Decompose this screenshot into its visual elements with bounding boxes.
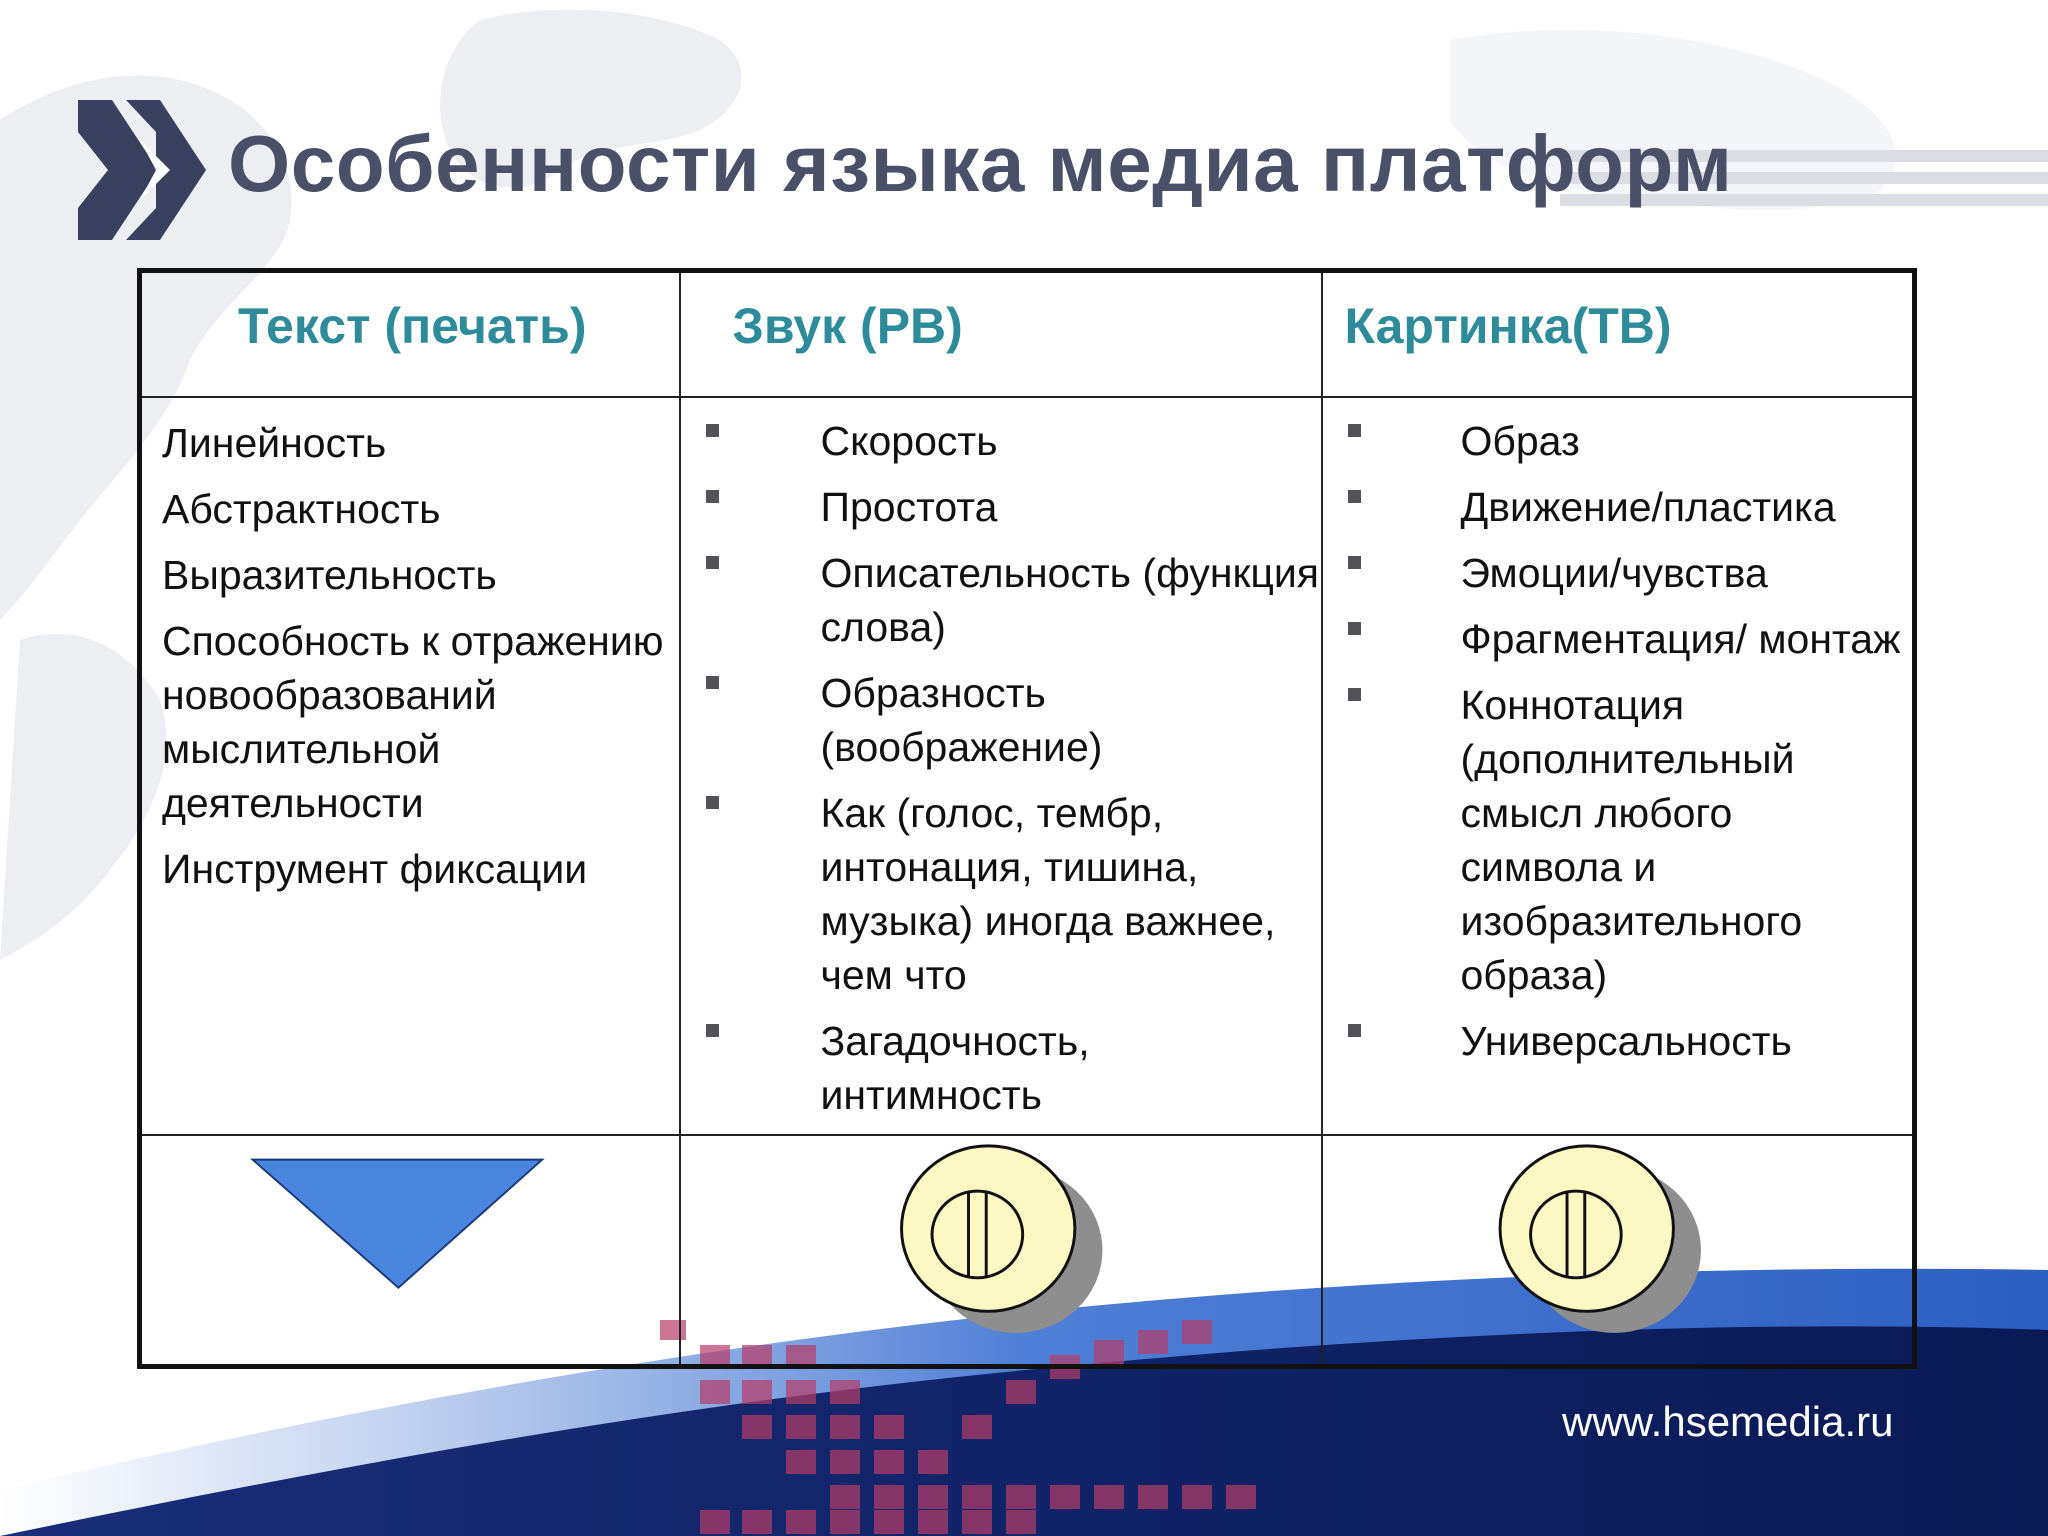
text-features-list xyxy=(142,398,679,896)
list-item xyxy=(681,414,1321,468)
list-item-text: Движение/пластика xyxy=(1460,483,1836,530)
square-bullet-icon xyxy=(1348,688,1361,701)
list-item xyxy=(1323,546,1913,600)
picture-image-cell xyxy=(1322,1135,1915,1367)
header-label: Картинка(ТВ) xyxy=(1344,298,1672,354)
list-item: Линейность xyxy=(162,419,387,466)
table-body-row xyxy=(140,397,1915,1135)
table-image-row xyxy=(140,1135,1915,1367)
square-bullet-icon xyxy=(706,1024,719,1037)
list-item-text: Как (голос, тембр, интонация, тишина, музыка) иногда важнее, чем что xyxy=(820,789,1276,998)
sound-features-cell xyxy=(680,397,1322,1135)
list-item-text: Универсальность xyxy=(1460,1017,1792,1064)
knob-icon xyxy=(1323,1136,1913,1365)
picture-features-list xyxy=(1323,398,1913,1068)
header-label: Звук (РВ) xyxy=(732,298,963,354)
list-item xyxy=(681,546,1321,654)
list-item-text: Загадочность, интимность xyxy=(820,1017,1090,1118)
square-bullet-icon xyxy=(1348,622,1361,635)
list-item xyxy=(1323,480,1913,534)
header-sound-radio xyxy=(680,271,1322,397)
list-item xyxy=(681,666,1321,774)
picture-features-cell xyxy=(1322,397,1915,1135)
list-item: Абстрактность xyxy=(162,485,441,532)
square-bullet-icon xyxy=(706,424,719,437)
header-picture-tv xyxy=(1322,271,1915,397)
list-item-text: Скорость xyxy=(820,417,998,464)
list-item-text: Образность (воображение) xyxy=(820,669,1103,770)
header-label: Текст (печать) xyxy=(238,298,587,354)
list-item-text: Простота xyxy=(820,483,998,530)
sound-features-list xyxy=(681,398,1321,1122)
list-item: Выразительность xyxy=(162,551,497,598)
header-text-print xyxy=(140,271,680,397)
list-item xyxy=(1323,612,1913,666)
table-header-row xyxy=(140,271,1915,397)
list-item: Инструмент фиксации xyxy=(162,845,588,892)
list-item-text: Описательность (функция слова) xyxy=(820,549,1320,650)
list-item-text: Коннотация (дополнительный смысл любого символа и изобразительного образа) xyxy=(1460,681,1803,998)
media-comparison-table xyxy=(137,268,1917,1369)
square-bullet-icon xyxy=(706,676,719,689)
list-item-text: Эмоции/чувства xyxy=(1460,549,1768,596)
list-item-text: Образ xyxy=(1460,417,1580,464)
square-bullet-icon xyxy=(1348,556,1361,569)
square-bullet-icon xyxy=(1348,424,1361,437)
triangle-icon xyxy=(142,1136,679,1365)
list-item xyxy=(1323,1014,1913,1068)
text-features-cell xyxy=(140,397,680,1135)
sound-image-cell xyxy=(680,1135,1322,1367)
list-item-text: Фрагментация/ монтаж xyxy=(1460,615,1901,662)
list-item xyxy=(681,786,1321,1002)
square-bullet-icon xyxy=(706,556,719,569)
square-bullet-icon xyxy=(1348,1024,1361,1037)
slide-title: Особенности языка медиа платформ xyxy=(228,119,1733,208)
square-bullet-icon xyxy=(1348,490,1361,503)
list-item: Способность к отражению новообразований мыслительной деятельности xyxy=(162,617,664,826)
list-item xyxy=(681,1014,1321,1122)
double-chevron-icon xyxy=(78,100,206,240)
knob-icon xyxy=(681,1136,1321,1365)
list-item xyxy=(1323,414,1913,468)
site-url: www.hsemedia.ru xyxy=(1562,1398,1894,1445)
square-bullet-icon xyxy=(706,490,719,503)
list-item xyxy=(1323,678,1913,1002)
list-item xyxy=(681,480,1321,534)
square-bullet-icon xyxy=(706,796,719,809)
text-image-cell xyxy=(140,1135,680,1367)
